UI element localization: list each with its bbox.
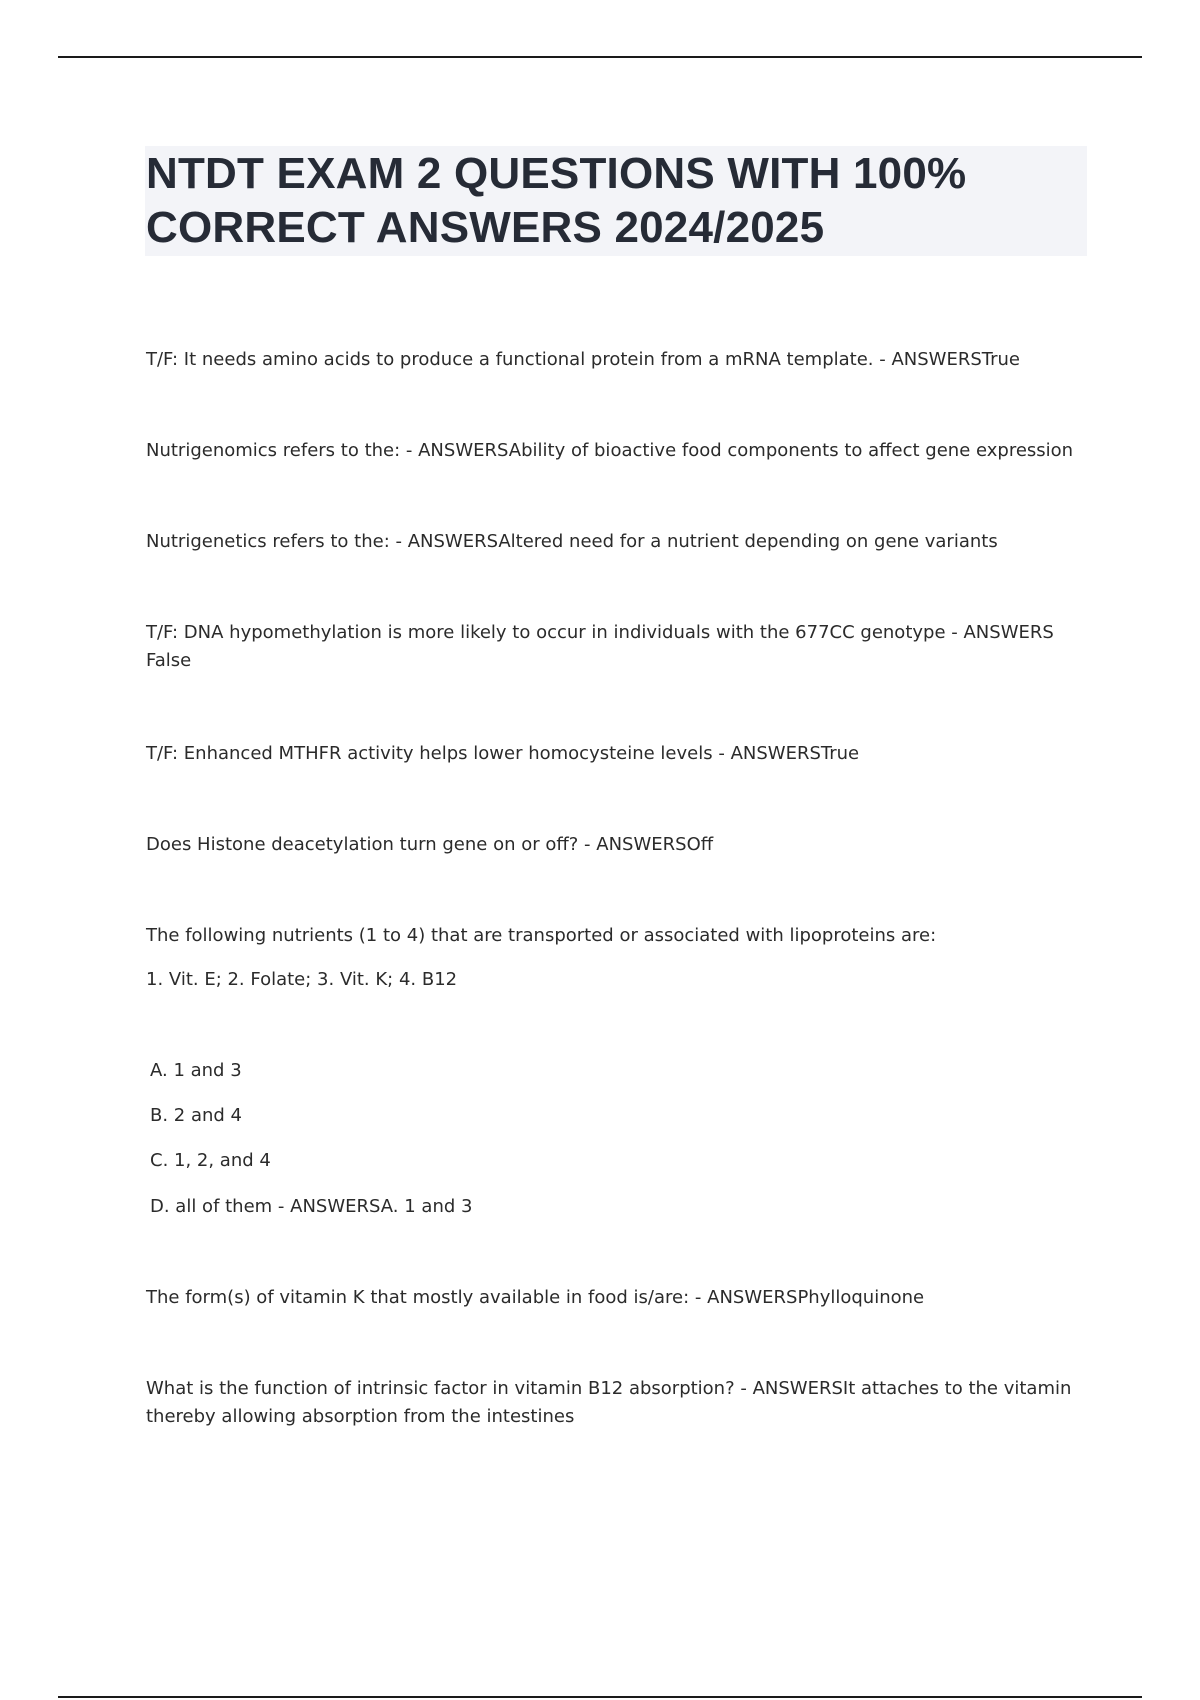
- answer-marker: - ANSWERS: [389, 531, 499, 552]
- answer-marker: - ANSWERS: [578, 834, 687, 855]
- top-divider: [58, 56, 1142, 58]
- question-text: What is the function of intrinsic factor in vitamin B12 absorption?: [146, 1378, 735, 1399]
- option-c: C. 1, 2, and 4: [150, 1150, 271, 1171]
- answer-text: Phylloquinone: [797, 1287, 925, 1308]
- qa-item-3: [146, 528, 1086, 556]
- question-text: The form(s) of vitamin K that mostly available in food is/are:: [146, 1287, 690, 1308]
- question-text: Does Histone deacetylation turn gene on or off?: [146, 834, 579, 855]
- answer-text: Off: [686, 834, 714, 855]
- answer-text: Altered need for a nutrient depending on gene variants: [498, 531, 998, 552]
- answer-marker: - ANSWERS: [689, 1287, 798, 1308]
- question-text: The following nutrients (1 to 4) that are transported or associated with lipoproteins are:: [146, 925, 937, 946]
- answer-text: True: [820, 743, 860, 764]
- option-b: B. 2 and 4: [150, 1105, 243, 1126]
- answer-marker: - ANSWERS: [873, 349, 982, 370]
- answer-text: False: [146, 650, 192, 671]
- answer-text: A. 1 and 3: [380, 1196, 473, 1217]
- qa-item-5: [146, 740, 1086, 768]
- option-text: D. all of them: [150, 1196, 273, 1217]
- qa-item-9: [146, 1375, 1086, 1431]
- qa-item-8: [146, 1284, 1086, 1312]
- qa-item-7-question: [146, 922, 1086, 950]
- answer-text: It attaches to the vitamin thereby allowing absorption from the intestines: [146, 1378, 1072, 1427]
- question-text: T/F: Enhanced MTHFR activity helps lower homocysteine levels: [146, 743, 713, 764]
- answer-marker: - ANSWERS: [400, 440, 509, 461]
- answer-text: True: [981, 349, 1020, 370]
- qa-item-1: [146, 346, 1086, 374]
- qa-item-4: [146, 619, 1086, 675]
- qa-item-6: [146, 831, 1086, 859]
- answer-marker: - ANSWERS: [945, 622, 1054, 643]
- option-a: A. 1 and 3: [150, 1060, 242, 1081]
- qa-item-7-sub: [146, 966, 1086, 994]
- qa-item-2: [146, 437, 1086, 465]
- title-line-2: CORRECT ANSWERS 2024/2025: [146, 203, 825, 252]
- answer-marker: - ANSWERS: [734, 1378, 843, 1399]
- question-text: Nutrigenetics refers to the:: [146, 531, 390, 552]
- question-text: T/F: It needs amino acids to produce a functional protein from a mRNA template.: [146, 349, 874, 370]
- page-title: [146, 147, 1086, 255]
- answer-marker: - ANSWERS: [712, 743, 821, 764]
- answer-text: Ability of bioactive food components to affect gene expression: [508, 440, 1074, 461]
- question-subtext: 1. Vit. E; 2. Folate; 3. Vit. K; 4. B12: [146, 969, 458, 990]
- question-text: Nutrigenomics refers to the:: [146, 440, 401, 461]
- bottom-divider: [58, 1696, 1142, 1698]
- answer-marker: - ANSWERS: [272, 1196, 381, 1217]
- option-d: [150, 1193, 472, 1221]
- title-line-1: NTDT EXAM 2 QUESTIONS WITH 100%: [146, 149, 967, 198]
- question-text: T/F: DNA hypomethylation is more likely to occur in individuals with the 677CC genotype: [146, 622, 946, 643]
